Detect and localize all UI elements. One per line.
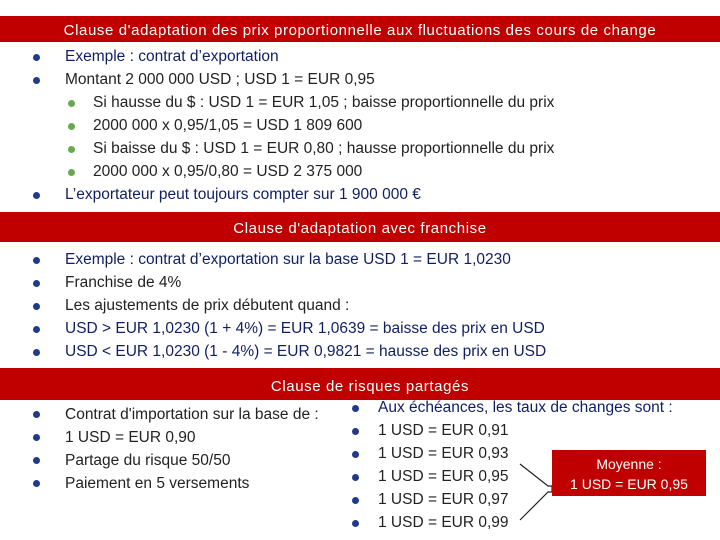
- bullet-icon: [33, 77, 40, 84]
- list-item: Montant 2 000 000 USD ; USD 1 = EUR 0,95: [65, 71, 375, 88]
- list-item: 2000 000 x 0,95/1,05 = USD 1 809 600: [93, 117, 363, 134]
- bullet-icon: [68, 146, 75, 153]
- section-title-franchise-clause: Clause d'adaptation avec franchise: [0, 212, 720, 242]
- bullet-icon: [352, 428, 359, 435]
- bullet-icon: [33, 192, 40, 199]
- list-item: 1 USD = EUR 0,95: [378, 468, 509, 485]
- bullet-icon: [352, 451, 359, 458]
- list-item: 1 USD = EUR 0,97: [378, 491, 509, 508]
- list-item: Si baisse du $ : USD 1 = EUR 0,80 ; hausse proportionnelle du prix: [93, 140, 555, 157]
- bullet-icon: [33, 457, 40, 464]
- bullet-icon: [33, 480, 40, 487]
- section-title-proportional-clause: Clause d'adaptation des prix proportionnelle aux fluctuations des cours de change: [0, 16, 720, 42]
- list-item: 2000 000 x 0,95/0,80 = USD 2 375 000: [93, 163, 363, 180]
- bullet-icon: [33, 411, 40, 418]
- list-item: Exemple : contrat d’exportation: [65, 48, 279, 65]
- average-box-line1: Moyenne :: [596, 456, 662, 472]
- bullet-icon: [352, 497, 359, 504]
- bullet-icon: [352, 520, 359, 527]
- bullet-icon: [352, 474, 359, 481]
- bullet-icon: [68, 169, 75, 176]
- list-item: Contrat d'importation sur la base de :: [65, 406, 319, 423]
- list-item: Franchise de 4%: [65, 274, 182, 291]
- bullet-icon: [68, 123, 75, 130]
- list-item: USD > EUR 1,0230 (1 + 4%) = EUR 1,0639 = baisse des prix en USD: [65, 320, 545, 337]
- list-item: L’exportateur peut toujours compter sur 1 900 000 €: [65, 186, 421, 203]
- list-item: 1 USD = EUR 0,99: [378, 514, 509, 531]
- list-item: 1 USD = EUR 0,91: [378, 422, 509, 439]
- bullet-icon: [33, 349, 40, 356]
- bracket-arrow-icon: [518, 462, 554, 522]
- average-box: [552, 450, 706, 496]
- list-item: Paiement en 5 versements: [65, 475, 250, 492]
- average-box-line2: 1 USD = EUR 0,95: [570, 476, 688, 492]
- bullet-icon: [68, 100, 75, 107]
- bullet-icon: [33, 54, 40, 61]
- list-item: 1 USD = EUR 0,90: [65, 429, 196, 446]
- bullet-icon: [33, 257, 40, 264]
- bullet-icon: [352, 405, 359, 412]
- list-item: Aux échéances, les taux de changes sont :: [378, 399, 673, 416]
- list-item: Les ajustements de prix débutent quand :: [65, 297, 350, 314]
- section-title-shared-risk-clause: Clause de risques partagés: [0, 368, 720, 400]
- list-item: Partage du risque 50/50: [65, 452, 231, 469]
- bullet-icon: [33, 326, 40, 333]
- bullet-icon: [33, 280, 40, 287]
- list-item: Si hausse du $ : USD 1 = EUR 1,05 ; baisse proportionnelle du prix: [93, 94, 555, 111]
- list-item: USD < EUR 1,0230 (1 - 4%) = EUR 0,9821 = hausse des prix en USD: [65, 343, 547, 360]
- bullet-icon: [33, 434, 40, 441]
- bullet-icon: [33, 303, 40, 310]
- list-item: 1 USD = EUR 0,93: [378, 445, 509, 462]
- list-item: Exemple : contrat d’exportation sur la base USD 1 = EUR 1,0230: [65, 251, 511, 268]
